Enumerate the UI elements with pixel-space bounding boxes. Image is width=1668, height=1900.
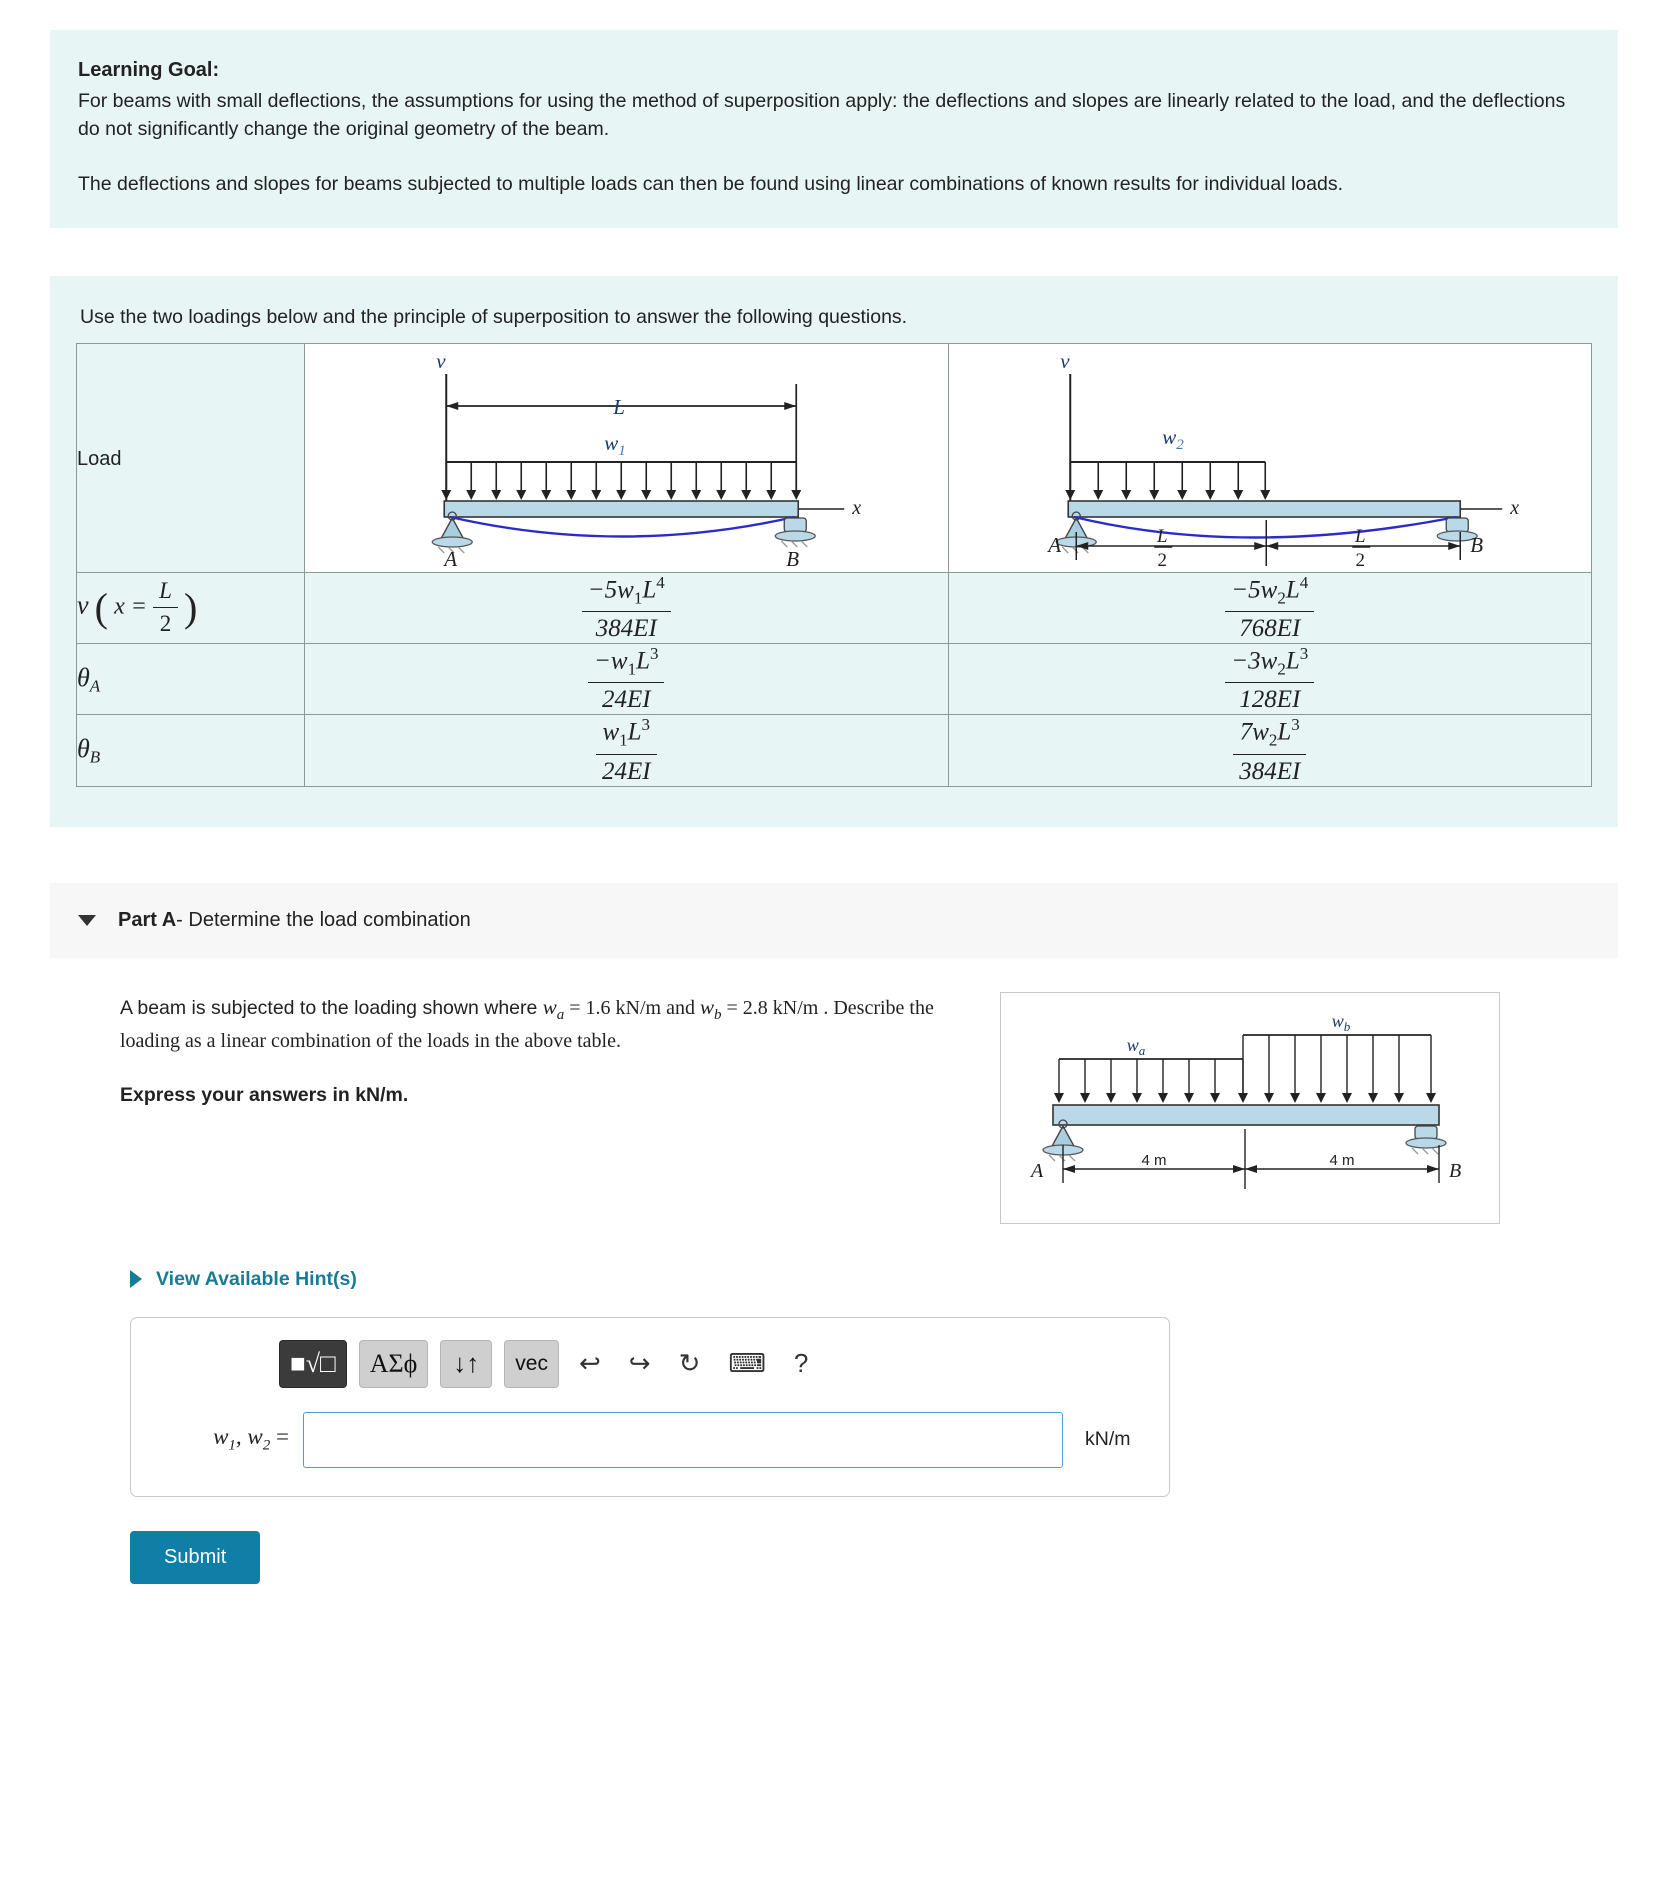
table-row-theta-a — [77, 644, 1592, 715]
row-label-load-text: Load — [77, 447, 122, 470]
c1ta-num: −w — [594, 647, 628, 675]
collapse-triangle-icon[interactable] — [78, 915, 96, 926]
case1-axis-x-label: x — [852, 496, 862, 519]
answer-w2-sub: 2 — [262, 1438, 271, 1455]
part-a-figure — [1000, 992, 1500, 1224]
c2tb-den: 384EI — [1239, 757, 1301, 785]
reset-icon[interactable]: ↻ — [678, 1348, 701, 1379]
question-instruction: Express your answers in kN/m. — [120, 1084, 409, 1107]
row-label-theta-a — [77, 644, 305, 715]
c1tb-num: w — [602, 718, 620, 746]
c2tb-num-L: L — [1277, 718, 1292, 746]
answer-input[interactable] — [303, 1412, 1063, 1468]
c2v-num: −5w — [1231, 576, 1278, 604]
question-column — [50, 992, 990, 1224]
problem-page — [0, 30, 1668, 1584]
case1-v-mid-formula — [305, 572, 949, 643]
answer-comma: , — [235, 1424, 242, 1450]
table-row-load — [77, 343, 1592, 572]
c2ta-num-sub: 2 — [1277, 659, 1286, 679]
figure-column — [990, 992, 1500, 1224]
case1-support-a-label: A — [444, 546, 458, 571]
c1ta-num-L: L — [636, 647, 650, 675]
theta-a-symbol: θ — [77, 662, 90, 692]
part-a-beam-svg — [1001, 993, 1501, 1223]
superposition-panel — [50, 276, 1618, 827]
c1v-den: 384EI — [595, 615, 657, 643]
help-icon[interactable]: ? — [793, 1348, 809, 1379]
case2-dim-right-den: 2 — [1355, 549, 1365, 571]
spacer — [78, 144, 1590, 170]
c1v-num-L: L — [642, 576, 657, 604]
learning-goal-title: Learning Goal: — [78, 59, 220, 81]
theta-b-symbol: θ — [77, 733, 90, 763]
part-a-dim-right: 4 m — [1329, 1151, 1355, 1169]
part-a-header[interactable] — [50, 883, 1618, 958]
c2ta-num-L: L — [1285, 647, 1300, 675]
case2-support-b-label: B — [1469, 532, 1483, 557]
part-a-subtitle: Determine the load combination — [188, 908, 471, 931]
case2-beam-svg — [949, 344, 1592, 572]
c1v-num-pow: 4 — [656, 572, 665, 592]
paren-close: ) — [184, 585, 198, 631]
submit-row — [130, 1531, 1668, 1584]
c2v-den: 768EI — [1239, 615, 1301, 643]
undo-icon[interactable]: ↩ — [578, 1348, 601, 1379]
case2-theta-b-formula — [948, 715, 1592, 786]
question-seg-b: = 1.6 kN/m and — [564, 996, 700, 1019]
case2-diagram-cell — [948, 343, 1592, 572]
part-a-load-a-label: $w_a$ — [1126, 1034, 1146, 1058]
theta-a-sub: A — [89, 675, 101, 695]
l-over-2 — [153, 578, 178, 637]
c1tb-num-pow: 3 — [641, 715, 651, 735]
c1v-num-sub: 1 — [633, 588, 643, 608]
answer-label — [153, 1424, 303, 1455]
answer-equals: = — [276, 1424, 289, 1450]
greek-symbols-button[interactable]: ΑΣϕ — [359, 1340, 429, 1388]
case2-theta-a-formula — [948, 644, 1592, 715]
answer-w2: w — [247, 1424, 263, 1450]
part-a-title — [118, 909, 471, 932]
c2ta-num-pow: 3 — [1299, 644, 1309, 664]
case2-diagram — [949, 344, 1592, 572]
table-row-v-mid — [77, 572, 1592, 643]
case1-theta-a-formula — [305, 644, 949, 715]
template-button[interactable]: ■√□ — [279, 1340, 347, 1388]
view-hints-label: View Available Hint(s) — [156, 1267, 357, 1290]
case1-diagram — [305, 344, 948, 572]
c2ta-num: −3w — [1231, 647, 1278, 675]
part-a-body — [50, 958, 1618, 1224]
answer-unit: kN/m — [1085, 1428, 1131, 1451]
wb-symbol: w — [700, 994, 715, 1019]
c1tb-num-L: L — [627, 718, 642, 746]
c1ta-num-pow: 3 — [649, 644, 659, 664]
c2tb-num-sub: 2 — [1268, 730, 1278, 750]
case1-support-b-label: B — [786, 546, 800, 571]
math-toolbar — [131, 1340, 1169, 1388]
case2-axis-v-label: v — [1059, 348, 1070, 373]
case2-support-a-label: A — [1047, 532, 1061, 557]
x-equals: x = — [114, 593, 147, 620]
c2v-num-L: L — [1285, 576, 1300, 604]
c2tb-num-pow: 3 — [1291, 715, 1300, 735]
c1tb-num-sub: 1 — [619, 730, 628, 750]
answer-w1-sub: 1 — [228, 1438, 236, 1455]
expand-triangle-icon[interactable] — [130, 1270, 142, 1288]
redo-icon[interactable]: ↪ — [628, 1348, 651, 1379]
part-a-dim-left: 4 m — [1141, 1151, 1167, 1169]
row-label-load — [77, 343, 305, 572]
c1ta-num-sub: 1 — [627, 659, 637, 679]
c2ta-den: 128EI — [1239, 686, 1301, 714]
part-a-dash: - — [176, 908, 183, 931]
table-row-theta-b — [77, 715, 1592, 786]
part-a-load-b-label: $w_b$ — [1331, 1010, 1351, 1034]
part-a-label: Part A — [118, 908, 177, 931]
answer-w1: w — [213, 1424, 229, 1450]
keyboard-icon[interactable]: ⌨ — [728, 1348, 766, 1379]
updown-arrows-button[interactable]: ↓↑ — [440, 1340, 492, 1388]
learning-goal-paragraph-2: The deflections and slopes for beams subjected to multiple loads can then be found using linear combinations of known results for individual loads. — [78, 172, 1343, 195]
case2-dim-left-num: L — [1156, 525, 1168, 547]
frac-den: 2 — [159, 611, 172, 637]
superposition-intro: Use the two loadings below and the principle of superposition to answer the following questions. — [80, 305, 908, 328]
c1v-num: −5w — [587, 576, 634, 604]
case2-load-label: $w_2$ — [1161, 424, 1184, 453]
c2v-num-sub: 2 — [1277, 588, 1286, 608]
wa-symbol: w — [542, 994, 557, 1019]
loads-table — [76, 343, 1592, 787]
learning-goal-panel — [50, 30, 1618, 228]
answer-row — [131, 1412, 1169, 1468]
question-seg-a: A beam is subjected to the loading shown where — [120, 996, 543, 1019]
v-symbol: v — [77, 590, 89, 620]
part-a-support-b-label: B — [1449, 1159, 1462, 1182]
c2v-num-pow: 4 — [1299, 572, 1309, 592]
row-label-theta-b — [77, 715, 305, 786]
question-seg-c: = 2.8 kN/m . Describe the loading as a linear combination of the loads in the above table. — [120, 996, 934, 1053]
case1-beam-svg — [305, 344, 948, 572]
case1-span-label: L — [613, 394, 625, 419]
case2-dim-right-num: L — [1354, 525, 1366, 547]
wa-sub: a — [556, 1006, 565, 1023]
case1-axis-v-label: v — [436, 348, 446, 373]
case2-dim-left-den: 2 — [1157, 549, 1167, 571]
paren-open: ( — [94, 585, 108, 631]
case1-diagram-cell — [305, 343, 949, 572]
case1-load-label: $w_1$ — [604, 430, 626, 459]
case2-v-mid-formula — [948, 572, 1592, 643]
part-a-support-a-label: A — [1031, 1159, 1044, 1182]
vector-button[interactable]: vec — [504, 1340, 559, 1388]
learning-goal-paragraph-1: For beams with small deflections, the assumptions for using the method of superposition apply: the deflections and slopes are linearly related to the load, and the deflections do not significantly change the original geometry of the beam. — [78, 90, 1566, 141]
submit-button[interactable]: Submit — [130, 1531, 260, 1584]
c1ta-den: 24EI — [601, 686, 651, 714]
theta-b-sub: B — [89, 747, 101, 767]
c2tb-num: 7w — [1239, 718, 1269, 746]
view-hints-toggle[interactable] — [130, 1268, 1668, 1291]
case1-theta-b-formula — [305, 715, 949, 786]
c1tb-den: 24EI — [601, 757, 651, 785]
case2-axis-x-label: x — [1509, 496, 1519, 519]
question-text — [120, 992, 990, 1057]
row-label-v-mid — [77, 572, 305, 643]
wb-sub: b — [714, 1006, 722, 1023]
frac-num: L — [153, 578, 178, 608]
answer-panel — [130, 1317, 1170, 1497]
